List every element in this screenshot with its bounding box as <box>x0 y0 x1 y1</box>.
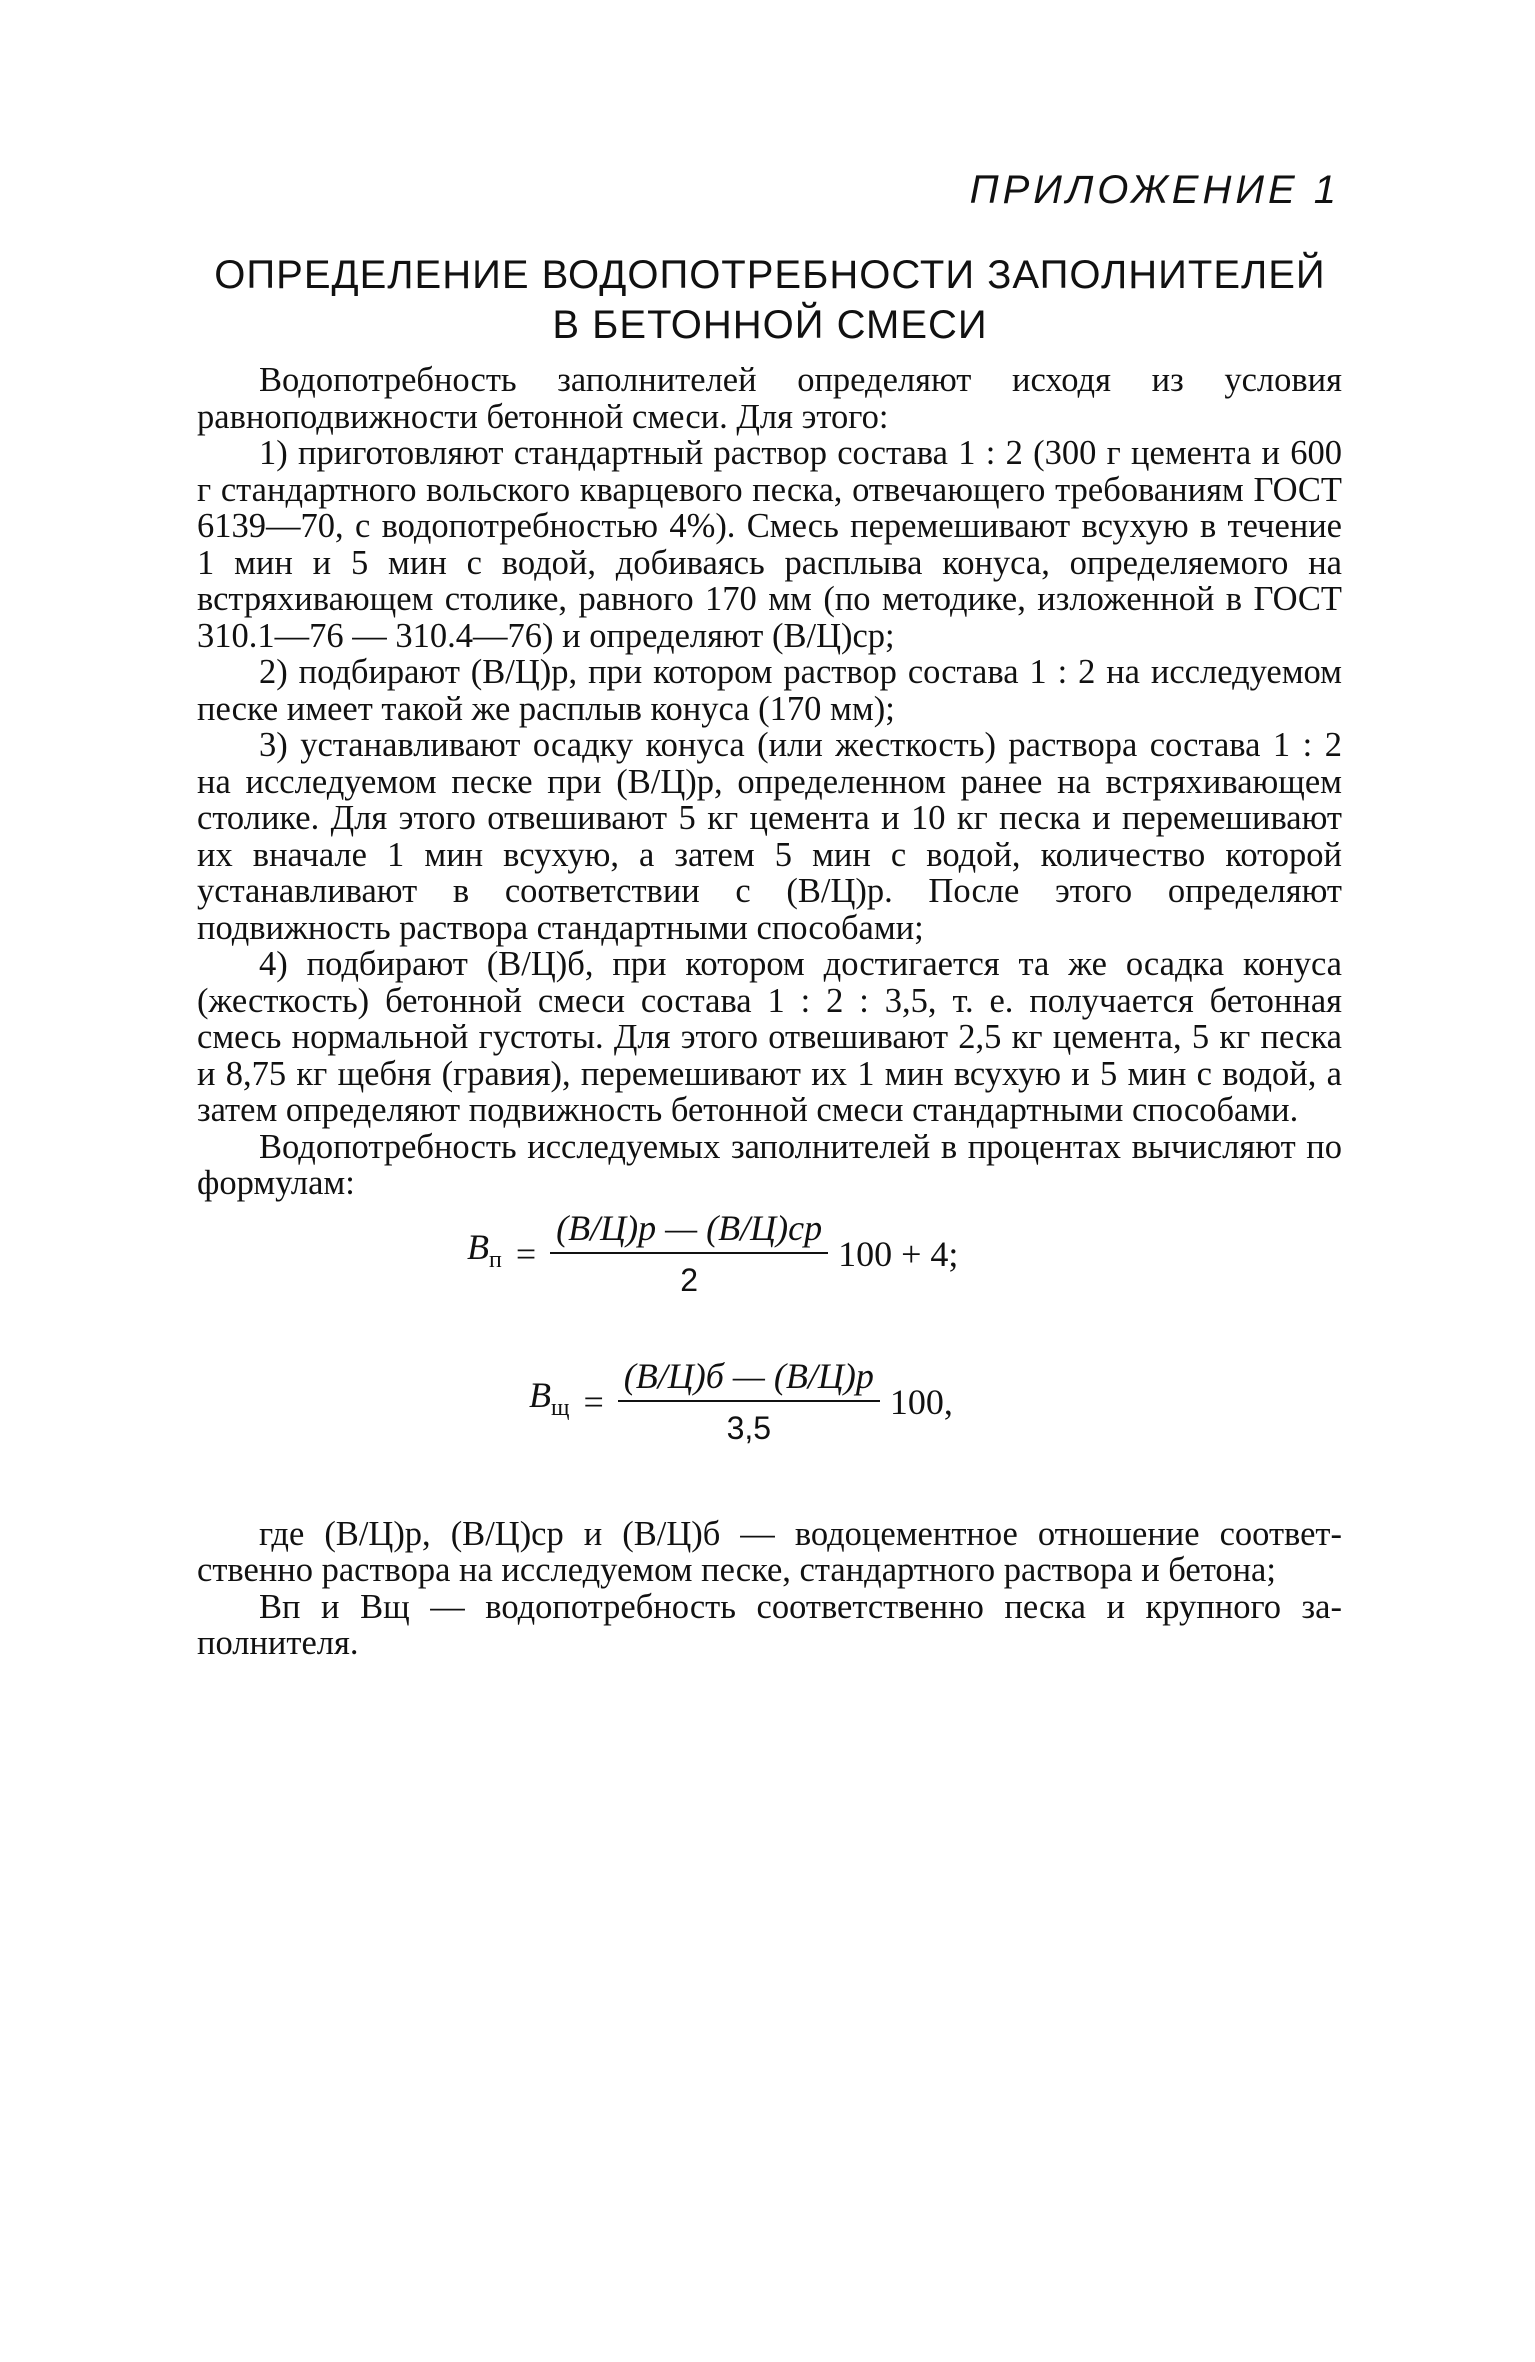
intro-paragraph: Водопотребность заполнителей определяют исходя из условия равноподвижности бетонной смеси. Для этого: <box>197 361 1342 436</box>
formula-gravel-tail: 100, <box>889 1381 953 1422</box>
formula-sand-fraction <box>550 1207 828 1299</box>
document-body <box>197 362 1342 1662</box>
formula-gravel-numerator: (В/Ц)б — (В/Ц)р <box>618 1358 880 1403</box>
formula-gravel-subscript: щ <box>551 1395 570 1422</box>
formula-gravel <box>529 1355 953 1447</box>
symbols-paragraph: Вп и Вщ — водопотребность соответственно песка и крупного заполнителя. <box>197 1587 1342 1662</box>
formula-gravel-lhs <box>529 1377 569 1427</box>
formula-sand-denominator: 2 <box>680 1262 699 1298</box>
formula-gravel-denominator: 3,5 <box>726 1410 772 1446</box>
step-3-paragraph: 3) устанавливают осадку конуса (или жесткость) раствора состава 1 : 2 на исследуемом песке при (В/Ц)р, определенном ранее на встряхивающем столике. Для этого отвешивают 5 кг цемента и 10 кг песка и перемешивают их вначале 1 мин всухую, а затем 5 мин с водой, количество которой устанавливают в соответствии с (В/Ц)р. После этого определяют подвижность раствора стандартными способами; <box>197 726 1342 947</box>
formula-sand-subscript: п <box>489 1247 502 1274</box>
formula-gravel-symbol: В <box>529 1375 551 1416</box>
formulas-intro-paragraph: Водопотребность исследуемых заполнителей в процентах вычисляют по формулам: <box>197 1127 1342 1202</box>
formulas-block <box>197 1207 1342 1502</box>
page-title <box>200 250 1340 350</box>
formula-gravel-fraction <box>618 1355 880 1447</box>
step-4-paragraph: 4) подбирают (В/Ц)б, при котором достигается та же осадка конуса (жесткость) бетонной смеси состава 1 : 2 : 3,5, т. е. получается бетонная смесь нормальной густоты. Для этого отвешивают 2,5 кг цемента, 5 кг песка и 8,75 кг щебня (гравия), перемешивают их 1 мин всухую и 5 мин с водой, а затем определяют подвижность бетонной смеси стандартными способами. <box>197 945 1342 1129</box>
formula-sand-numerator: (В/Ц)р — (В/Ц)ср <box>550 1210 828 1255</box>
title-line-1: ОПРЕДЕЛЕНИЕ ВОДОПОТРЕБНОСТИ ЗАПОЛНИТЕЛЕЙ <box>214 253 1326 297</box>
where-paragraph: где (В/Ц)р, (В/Ц)ср и (В/Ц)б — водоцементное отношение соответственно раствора на исследуемом песке, стандартного раствора и бетона; <box>197 1514 1342 1589</box>
title-line-2: В БЕТОННОЙ СМЕСИ <box>552 303 988 347</box>
step-2-paragraph: 2) подбирают (В/Ц)р, при котором раствор состава 1 : 2 на исследуемом песке имеет такой же расплыв конуса (170 мм); <box>197 653 1342 728</box>
formula-gravel-equals: = <box>583 1381 604 1422</box>
formula-sand-lhs <box>467 1229 502 1279</box>
formula-sand-tail: 100 + 4; <box>838 1233 959 1274</box>
appendix-label: ПРИЛОЖЕНИЕ 1 <box>969 168 1340 212</box>
step-1-paragraph: 1) приготовляют стандартный раствор состава 1 : 2 (300 г цемента и 600 г стандартного вольского кварцевого песка, отвечающего требованиям ГОСТ 6139—70, с водопотребностью 4%). Смесь перемешивают всухую в течение 1 мин и 5 мин с водой, добиваясь расплыва конуса, определяемого на встряхивающем столике, равного 170 мм (по методике, изложенной в ГОСТ 310.1—76 — 310.4—76) и определяют (В/Ц)ср; <box>197 434 1342 655</box>
formula-sand <box>467 1207 959 1299</box>
formula-sand-symbol: В <box>467 1227 489 1268</box>
formula-sand-equals: = <box>515 1233 537 1274</box>
